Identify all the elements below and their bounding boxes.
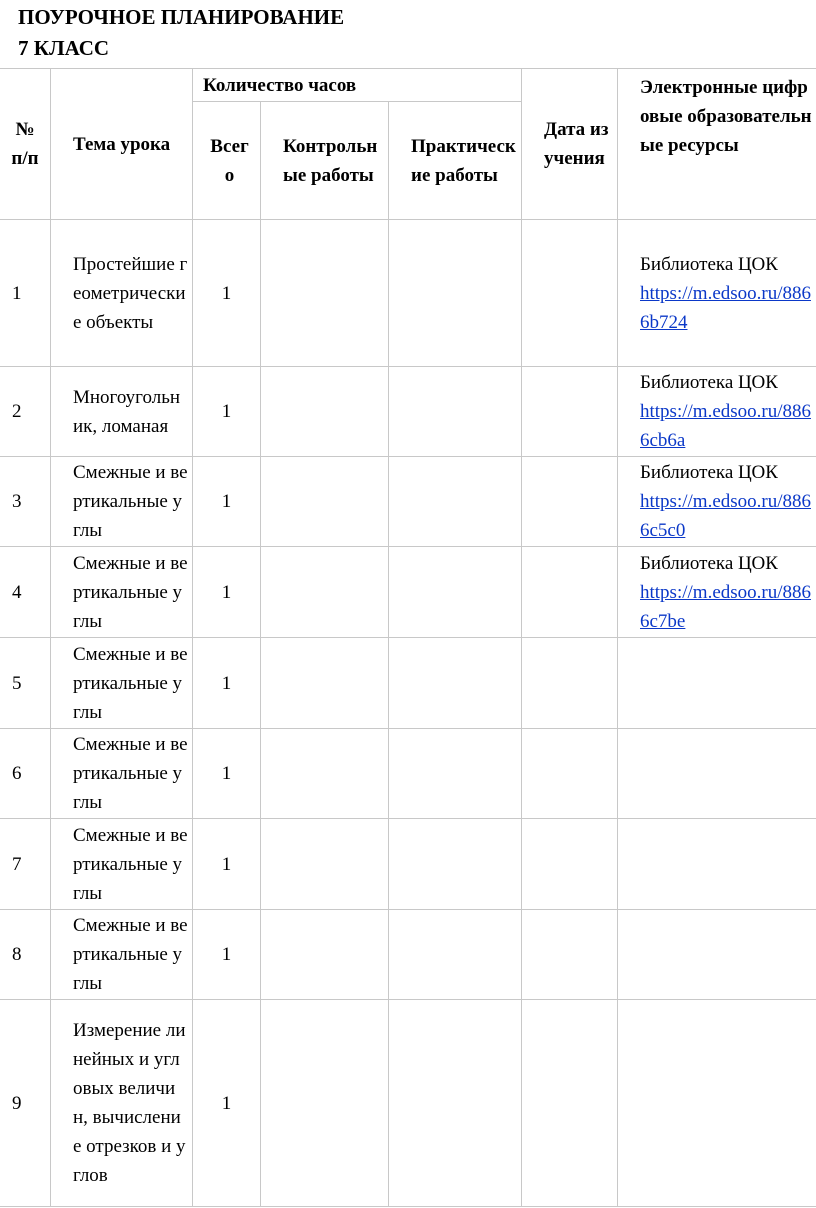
- header-practice: Практические работы: [389, 102, 522, 220]
- header-row-1: [0, 69, 816, 102]
- row-topic: Смежные и вертикальные углы: [51, 910, 193, 1000]
- row-topic: Смежные и вертикальные углы: [51, 819, 193, 910]
- row-control-works: [261, 729, 389, 819]
- row-control-works: [261, 638, 389, 729]
- row-number: 3: [0, 457, 51, 547]
- row-study-date: [522, 457, 618, 547]
- row-practice-works: [389, 819, 522, 910]
- row-number: 7: [0, 819, 51, 910]
- row-topic: Простейшие геометрические объекты: [51, 220, 193, 367]
- row-topic: Измерение линейных и угловых величин, вычисление отрезков и углов: [51, 1000, 193, 1207]
- row-resources: [618, 457, 816, 547]
- row-total-hours: 1: [193, 547, 261, 638]
- row-number: 9: [0, 1000, 51, 1207]
- row-total-hours: 1: [193, 819, 261, 910]
- row-resources: [618, 729, 816, 819]
- row-number: 4: [0, 547, 51, 638]
- row-number: 2: [0, 367, 51, 457]
- row-total-hours: 1: [193, 910, 261, 1000]
- table-row: [0, 729, 816, 819]
- row-number: 8: [0, 910, 51, 1000]
- row-topic: Смежные и вертикальные углы: [51, 457, 193, 547]
- resource-label: Библиотека ЦОК: [640, 253, 778, 275]
- class-label: 7 КЛАСС: [18, 36, 110, 60]
- row-study-date: [522, 638, 618, 729]
- row-resources: [618, 819, 816, 910]
- header-resources: Электронные цифровые образовательные ресурсы: [618, 69, 816, 220]
- row-number: 6: [0, 729, 51, 819]
- header-topic: Тема урока: [51, 69, 193, 220]
- row-total-hours: 1: [193, 1000, 261, 1207]
- table-row: [0, 1000, 816, 1207]
- lesson-plan-table: [0, 68, 816, 1207]
- row-control-works: [261, 1000, 389, 1207]
- table-row: [0, 547, 816, 638]
- row-practice-works: [389, 1000, 522, 1207]
- row-practice-works: [389, 638, 522, 729]
- row-topic: Смежные и вертикальные углы: [51, 729, 193, 819]
- row-study-date: [522, 220, 618, 367]
- row-control-works: [261, 819, 389, 910]
- row-resources: [618, 910, 816, 1000]
- header-total: Всего: [193, 102, 261, 220]
- row-topic: Смежные и вертикальные углы: [51, 638, 193, 729]
- row-total-hours: 1: [193, 638, 261, 729]
- row-total-hours: 1: [193, 220, 261, 367]
- row-practice-works: [389, 367, 522, 457]
- page-heading: [18, 2, 344, 64]
- row-study-date: [522, 547, 618, 638]
- row-resources: [618, 367, 816, 457]
- row-practice-works: [389, 547, 522, 638]
- row-practice-works: [389, 457, 522, 547]
- row-total-hours: 1: [193, 367, 261, 457]
- row-control-works: [261, 910, 389, 1000]
- row-study-date: [522, 819, 618, 910]
- resource-link[interactable]: https://m.edsoo.ru/8866c7be: [640, 581, 811, 632]
- table-row: [0, 819, 816, 910]
- resource-label: Библиотека ЦОК: [640, 552, 778, 574]
- header-hours: Количество часов: [193, 69, 522, 102]
- row-number: 1: [0, 220, 51, 367]
- resource-link[interactable]: https://m.edsoo.ru/8866c5c0: [640, 491, 811, 541]
- resource-label: Библиотека ЦОК: [640, 462, 778, 483]
- row-control-works: [261, 457, 389, 547]
- row-total-hours: 1: [193, 729, 261, 819]
- row-topic: Многоугольник, ломаная: [51, 367, 193, 457]
- row-study-date: [522, 910, 618, 1000]
- row-number: 5: [0, 638, 51, 729]
- table-row: [0, 638, 816, 729]
- resource-label: Библиотека ЦОК: [640, 372, 778, 393]
- row-resources: [618, 220, 816, 367]
- row-practice-works: [389, 910, 522, 1000]
- row-control-works: [261, 367, 389, 457]
- row-study-date: [522, 367, 618, 457]
- row-control-works: [261, 547, 389, 638]
- row-practice-works: [389, 220, 522, 367]
- row-study-date: [522, 1000, 618, 1207]
- table-row: [0, 910, 816, 1000]
- row-resources: [618, 638, 816, 729]
- resource-link[interactable]: https://m.edsoo.ru/8866b724: [640, 282, 811, 333]
- row-total-hours: 1: [193, 457, 261, 547]
- row-resources: [618, 1000, 816, 1207]
- table-row: [0, 220, 816, 367]
- table-row: [0, 367, 816, 457]
- table-row: [0, 457, 816, 547]
- resource-link[interactable]: https://m.edsoo.ru/8866cb6a: [640, 401, 811, 451]
- header-date: Дата изучения: [522, 69, 618, 220]
- row-topic: Смежные и вертикальные углы: [51, 547, 193, 638]
- row-control-works: [261, 220, 389, 367]
- header-num: № п/п: [0, 69, 51, 220]
- row-resources: [618, 547, 816, 638]
- page-title: ПОУРОЧНОЕ ПЛАНИРОВАНИЕ: [18, 5, 345, 29]
- row-study-date: [522, 729, 618, 819]
- header-control: Контрольные работы: [261, 102, 389, 220]
- row-practice-works: [389, 729, 522, 819]
